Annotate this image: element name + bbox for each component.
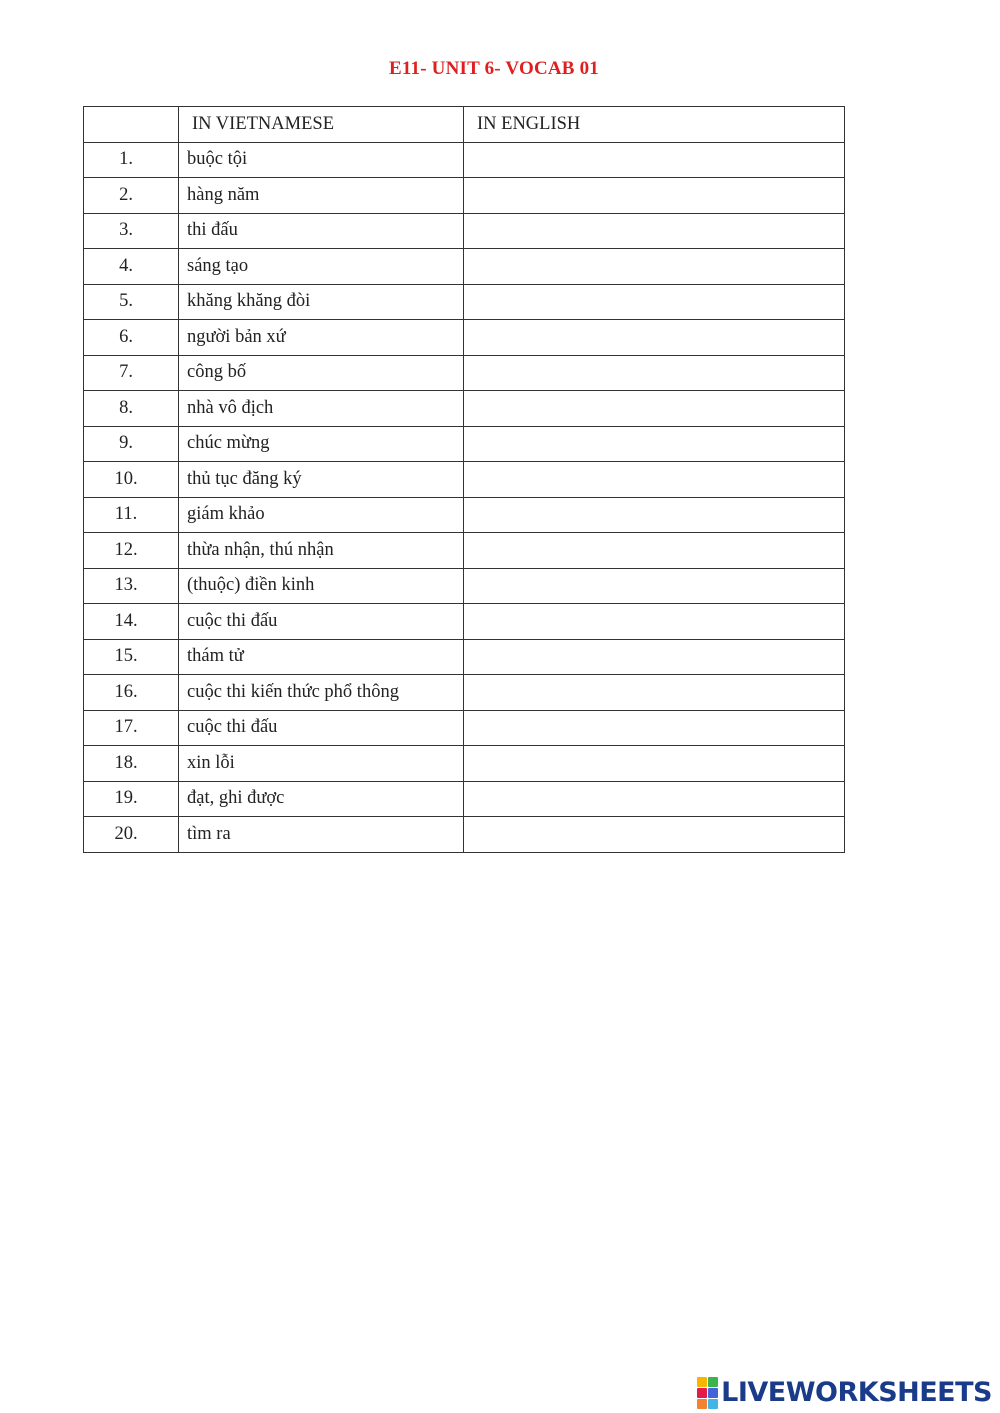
english-answer-cell[interactable] [464, 249, 845, 285]
vietnamese-word: giám khảo [179, 497, 464, 533]
table-row [84, 249, 845, 285]
english-answer-cell[interactable] [464, 142, 845, 178]
table-row [84, 817, 845, 853]
vietnamese-word: sáng tạo [179, 249, 464, 285]
table-row [84, 178, 845, 214]
vietnamese-word: xin lỗi [179, 746, 464, 782]
english-answer-cell[interactable] [464, 391, 845, 427]
logo-square [697, 1399, 707, 1409]
vietnamese-word: thi đấu [179, 213, 464, 249]
liveworksheets-logo-icon [697, 1377, 718, 1409]
logo-square [697, 1388, 707, 1398]
english-answer-cell[interactable] [464, 710, 845, 746]
table-row [84, 675, 845, 711]
table-row [84, 355, 845, 391]
row-number: 11. [84, 497, 179, 533]
vietnamese-word: hàng năm [179, 178, 464, 214]
english-answer-cell[interactable] [464, 284, 845, 320]
row-number: 14. [84, 604, 179, 640]
vietnamese-word: thừa nhận, thú nhận [179, 533, 464, 569]
english-answer-cell[interactable] [464, 213, 845, 249]
table-row [84, 462, 845, 498]
header-vietnamese: IN VIETNAMESE [179, 107, 464, 143]
vietnamese-word: thám tử [179, 639, 464, 675]
row-number: 7. [84, 355, 179, 391]
vietnamese-word: cuộc thi đấu [179, 604, 464, 640]
table-header-row [84, 107, 845, 143]
english-answer-cell[interactable] [464, 355, 845, 391]
logo-square [697, 1377, 707, 1387]
row-number: 5. [84, 284, 179, 320]
english-answer-cell[interactable] [464, 462, 845, 498]
row-number: 19. [84, 781, 179, 817]
row-number: 18. [84, 746, 179, 782]
vocab-table-body [84, 107, 845, 853]
english-answer-cell[interactable] [464, 568, 845, 604]
row-number: 6. [84, 320, 179, 356]
liveworksheets-brand [697, 1378, 992, 1408]
table-row [84, 781, 845, 817]
logo-square [708, 1388, 718, 1398]
table-row [84, 568, 845, 604]
header-english: IN ENGLISH [464, 107, 845, 143]
table-row [84, 533, 845, 569]
row-number: 2. [84, 178, 179, 214]
english-answer-cell[interactable] [464, 675, 845, 711]
vietnamese-word: cuộc thi kiến thức phổ thông [179, 675, 464, 711]
table-row [84, 213, 845, 249]
table-row [84, 710, 845, 746]
table-row [84, 320, 845, 356]
english-answer-cell[interactable] [464, 497, 845, 533]
row-number: 16. [84, 675, 179, 711]
english-answer-cell[interactable] [464, 533, 845, 569]
vietnamese-word: công bố [179, 355, 464, 391]
row-number: 17. [84, 710, 179, 746]
table-row [84, 604, 845, 640]
vietnamese-word: (thuộc) điền kinh [179, 568, 464, 604]
logo-square [708, 1399, 718, 1409]
row-number: 20. [84, 817, 179, 853]
table-row [84, 746, 845, 782]
english-answer-cell[interactable] [464, 604, 845, 640]
table-row [84, 639, 845, 675]
english-answer-cell[interactable] [464, 178, 845, 214]
english-answer-cell[interactable] [464, 426, 845, 462]
row-number: 8. [84, 391, 179, 427]
header-number [84, 107, 179, 143]
table-row [84, 142, 845, 178]
row-number: 13. [84, 568, 179, 604]
row-number: 12. [84, 533, 179, 569]
vietnamese-word: tìm ra [179, 817, 464, 853]
table-row [84, 391, 845, 427]
row-number: 9. [84, 426, 179, 462]
vietnamese-word: thủ tục đăng ký [179, 462, 464, 498]
logo-square [708, 1377, 718, 1387]
table-row [84, 497, 845, 533]
row-number: 10. [84, 462, 179, 498]
row-number: 15. [84, 639, 179, 675]
row-number: 1. [84, 142, 179, 178]
vietnamese-word: đạt, ghi được [179, 781, 464, 817]
vietnamese-word: nhà vô địch [179, 391, 464, 427]
english-answer-cell[interactable] [464, 746, 845, 782]
worksheet-title: E11- UNIT 6- VOCAB 01 [388, 58, 600, 79]
vietnamese-word: buộc tội [179, 142, 464, 178]
vietnamese-word: chúc mừng [179, 426, 464, 462]
english-answer-cell[interactable] [464, 781, 845, 817]
english-answer-cell[interactable] [464, 320, 845, 356]
english-answer-cell[interactable] [464, 639, 845, 675]
vietnamese-word: khăng khăng đòi [179, 284, 464, 320]
vietnamese-word: cuộc thi đấu [179, 710, 464, 746]
brand-text: LIVEWORKSHEETS [721, 1377, 992, 1408]
row-number: 3. [84, 213, 179, 249]
row-number: 4. [84, 249, 179, 285]
table-row [84, 284, 845, 320]
vocab-table [83, 106, 845, 853]
vietnamese-word: người bản xứ [179, 320, 464, 356]
english-answer-cell[interactable] [464, 817, 845, 853]
table-row [84, 426, 845, 462]
